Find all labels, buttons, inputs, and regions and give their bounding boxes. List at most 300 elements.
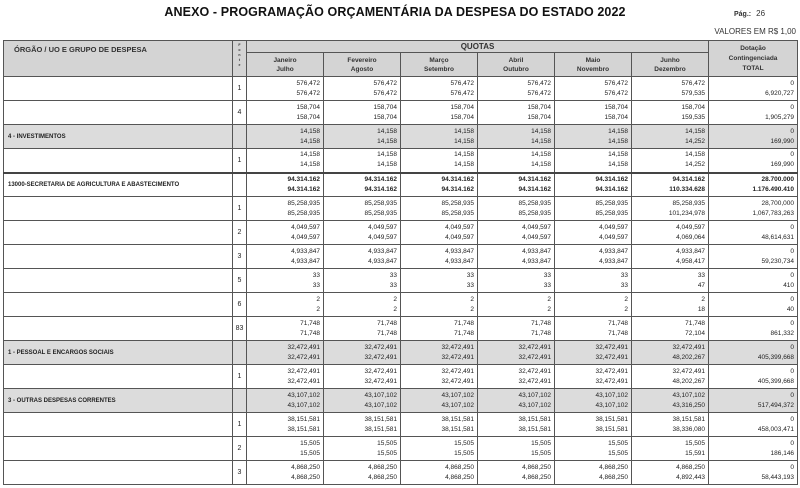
- cell-total: [709, 341, 798, 365]
- value-bottom: 32,472,491: [518, 377, 551, 385]
- cell-total: [709, 437, 798, 461]
- value-bottom: 32,472,491: [595, 353, 628, 361]
- value-top: 38,151,581: [518, 415, 551, 423]
- total-header-line3: TOTAL: [742, 64, 764, 72]
- value-bottom: 14,158: [300, 161, 320, 169]
- value-top: 158,704: [604, 103, 628, 111]
- value-bottom: 4,049,597: [445, 233, 474, 241]
- cell-quota: [247, 197, 324, 221]
- cell-quota: [555, 437, 632, 461]
- cell-quota: [478, 77, 555, 101]
- value-bottom: 14,158: [454, 161, 474, 169]
- cell-total: [709, 317, 798, 341]
- cell-quota: [632, 125, 709, 149]
- value-bottom: 110.334.628: [669, 185, 706, 193]
- value-top: 32,472,491: [595, 343, 628, 351]
- value-bottom: 2: [547, 305, 551, 313]
- cell-quota: [632, 173, 709, 197]
- value-top: 2: [470, 295, 474, 303]
- value-top: 576,472: [450, 79, 474, 87]
- value-top: 4,868,250: [676, 463, 706, 471]
- value-bottom: 14,158: [531, 161, 551, 169]
- cell-quota: [401, 437, 478, 461]
- value-top: 2: [701, 295, 706, 303]
- cell-quota: [401, 245, 478, 269]
- cell-quota: [324, 221, 401, 245]
- value-top: 0: [790, 295, 795, 303]
- value-top: 32,472,491: [518, 367, 551, 375]
- month-top: Janeiro: [273, 56, 297, 64]
- row-label: [4, 293, 233, 317]
- value-top: 2: [547, 295, 551, 303]
- value-top: 32,472,491: [672, 343, 706, 351]
- cell-quota: [401, 317, 478, 341]
- cell-total: [709, 173, 798, 197]
- value-bottom: 169,990: [770, 137, 795, 145]
- value-bottom: 32,472,491: [287, 353, 320, 361]
- value-top: 576,472: [373, 79, 397, 87]
- value-bottom: 43,316,250: [672, 401, 706, 409]
- table-row-fonte: [4, 461, 798, 485]
- cell-quota: [324, 269, 401, 293]
- value-top: 0: [790, 415, 795, 423]
- cell-quota: [401, 149, 478, 173]
- value-top: 71,748: [531, 319, 551, 327]
- month-top: Fevereiro: [347, 56, 377, 64]
- cell-quota: [478, 437, 555, 461]
- cell-quota: [401, 413, 478, 437]
- value-bottom: 32,472,491: [364, 353, 397, 361]
- month-bottom: Novembro: [576, 65, 610, 73]
- cell-quota: [401, 389, 478, 413]
- value-top: 576,472: [296, 79, 320, 87]
- value-top: 4,868,250: [522, 463, 551, 471]
- value-top: 0: [790, 391, 795, 399]
- cell-quota: [478, 197, 555, 221]
- value-bottom: 158,704: [296, 113, 320, 121]
- cell-quota: [247, 221, 324, 245]
- value-bottom: 32,472,491: [595, 377, 628, 385]
- value-bottom: 4,868,250: [522, 473, 551, 481]
- value-bottom: 576,472: [527, 89, 551, 97]
- value-bottom: 458,003,471: [757, 425, 795, 433]
- cell-quota: [247, 389, 324, 413]
- value-top: 158,704: [373, 103, 397, 111]
- value-bottom: 32,472,491: [441, 377, 474, 385]
- value-bottom: 1,067,783,263: [752, 209, 795, 217]
- cell-quota: [555, 293, 632, 317]
- table-row-group: [4, 341, 798, 365]
- cell-total: [709, 461, 798, 485]
- column-header-total: [709, 41, 798, 77]
- value-bottom: 85,258,935: [287, 209, 320, 217]
- cell-quota: [478, 221, 555, 245]
- value-bottom: 4,958,417: [676, 257, 706, 265]
- value-bottom: 158,704: [450, 113, 474, 121]
- value-top: 0: [790, 247, 795, 255]
- cell-quota: [632, 317, 709, 341]
- value-bottom: 1.176.490.410: [752, 185, 795, 193]
- month-top: Abril: [508, 56, 524, 64]
- cell-quota: [401, 365, 478, 389]
- row-fonte: [233, 341, 247, 365]
- cell-quota: [555, 77, 632, 101]
- cell-quota: [632, 413, 709, 437]
- page-indicator: [734, 9, 765, 18]
- row-label: [4, 269, 233, 293]
- cell-quota: [478, 149, 555, 173]
- value-bottom: 15,505: [531, 449, 551, 457]
- row-fonte: 83: [233, 317, 247, 341]
- month-top: Maio: [585, 56, 601, 64]
- cell-quota: [478, 413, 555, 437]
- value-top: 0: [790, 439, 795, 447]
- table-row-fonte: [4, 365, 798, 389]
- page-number: 26: [756, 9, 766, 18]
- value-top: 15,505: [531, 439, 551, 447]
- cell-quota: [632, 221, 709, 245]
- value-bottom: 4,069,064: [676, 233, 706, 241]
- cell-total: [709, 389, 798, 413]
- value-top: 32,472,491: [441, 367, 474, 375]
- cell-quota: [247, 149, 324, 173]
- row-label: [4, 221, 233, 245]
- value-bottom: 410: [783, 281, 795, 289]
- cell-total: [709, 77, 798, 101]
- value-bottom: 15,505: [608, 449, 628, 457]
- row-fonte: [233, 389, 247, 413]
- value-top: 43,107,102: [364, 391, 397, 399]
- value-bottom: 40: [786, 305, 795, 313]
- value-top: 28.700.000: [761, 175, 795, 183]
- value-top: 2: [624, 295, 628, 303]
- value-top: 85,258,935: [518, 199, 551, 207]
- row-fonte: [233, 173, 247, 197]
- cell-quota: [247, 77, 324, 101]
- value-bottom: 579,535: [681, 89, 706, 97]
- row-fonte: 1: [233, 365, 247, 389]
- value-bottom: 43,107,102: [364, 401, 397, 409]
- value-bottom: 1,905,279: [765, 113, 795, 121]
- value-top: 14,158: [454, 127, 474, 135]
- value-bottom: 158,704: [527, 113, 551, 121]
- value-bottom: 72,104: [685, 329, 706, 337]
- table-row-fonte: [4, 293, 798, 317]
- value-bottom: 4,049,597: [522, 233, 551, 241]
- value-bottom: 32,472,491: [441, 353, 474, 361]
- value-top: 71,748: [377, 319, 397, 327]
- column-header-month-5: [555, 53, 632, 77]
- table-row-fonte: [4, 197, 798, 221]
- value-top: 15,505: [377, 439, 397, 447]
- value-bottom: 14,158: [377, 137, 397, 145]
- value-top: 43,107,102: [595, 391, 628, 399]
- value-top: 4,049,597: [599, 223, 628, 231]
- column-header-month-3: [401, 53, 478, 77]
- value-bottom: 576,472: [296, 89, 320, 97]
- row-fonte: 4: [233, 101, 247, 125]
- value-top: 14,158: [531, 127, 551, 135]
- table-row-fonte: [4, 101, 798, 125]
- value-top: 158,704: [296, 103, 320, 111]
- row-label: [4, 197, 233, 221]
- value-top: 32,472,491: [672, 367, 706, 375]
- cell-quota: [632, 461, 709, 485]
- value-top: 85,258,935: [364, 199, 397, 207]
- value-top: 158,704: [450, 103, 474, 111]
- cell-quota: [632, 245, 709, 269]
- cell-quota: [324, 125, 401, 149]
- value-bottom: 576,472: [373, 89, 397, 97]
- value-top: 14,158: [377, 151, 397, 159]
- value-bottom: 85,258,935: [441, 209, 474, 217]
- column-header-fonte: [233, 41, 247, 77]
- value-bottom: 15,591: [685, 449, 706, 457]
- cell-total: [709, 221, 798, 245]
- value-top: 38,151,581: [364, 415, 397, 423]
- cell-quota: [247, 365, 324, 389]
- value-top: 71,748: [300, 319, 320, 327]
- value-bottom: 38,151,581: [364, 425, 397, 433]
- cell-quota: [324, 173, 401, 197]
- value-top: 33: [543, 271, 551, 279]
- cell-quota: [401, 269, 478, 293]
- cell-total: [709, 269, 798, 293]
- value-top: 2: [393, 295, 397, 303]
- value-top: 158,704: [527, 103, 551, 111]
- column-header-month-6: [632, 53, 709, 77]
- column-header-month-1: [247, 53, 324, 77]
- column-header-orgao: ÓRGÃO / UO E GRUPO DE DESPESA: [4, 41, 233, 77]
- value-bottom: 186,146: [770, 449, 795, 457]
- table-row-fonte: [4, 269, 798, 293]
- row-label: [4, 413, 233, 437]
- cell-quota: [324, 101, 401, 125]
- cell-quota: [632, 149, 709, 173]
- value-top: 4,049,597: [368, 223, 397, 231]
- cell-quota: [247, 461, 324, 485]
- value-top: 94.314.162: [595, 175, 628, 183]
- value-top: 33: [312, 271, 320, 279]
- value-top: 85,258,935: [441, 199, 474, 207]
- value-bottom: 2: [624, 305, 628, 313]
- month-bottom: Julho: [276, 65, 294, 73]
- row-fonte: 2: [233, 221, 247, 245]
- value-bottom: 14,252: [685, 161, 706, 169]
- value-bottom: 405,399,668: [757, 377, 795, 385]
- table-row-fonte: [4, 221, 798, 245]
- value-bottom: 2: [316, 305, 320, 313]
- value-bottom: 517,494,372: [757, 401, 795, 409]
- row-fonte: 3: [233, 461, 247, 485]
- total-header-line2: Contingenciada: [728, 54, 778, 62]
- cell-quota: [555, 341, 632, 365]
- cell-quota: [324, 341, 401, 365]
- row-fonte: 5: [233, 269, 247, 293]
- value-top: 4,933,847: [676, 247, 706, 255]
- value-bottom: 33: [312, 281, 320, 289]
- value-bottom: 94.314.162: [518, 185, 551, 193]
- value-bottom: 71,748: [300, 329, 320, 337]
- value-bottom: 4,933,847: [368, 257, 397, 265]
- cell-total: [709, 365, 798, 389]
- value-bottom: 48,202,267: [672, 377, 706, 385]
- cell-quota: [247, 125, 324, 149]
- cell-quota: [401, 341, 478, 365]
- cell-quota: [555, 461, 632, 485]
- value-top: 14,158: [685, 127, 706, 135]
- value-top: 0: [790, 463, 795, 471]
- value-bottom: 576,472: [450, 89, 474, 97]
- value-bottom: 4,868,250: [368, 473, 397, 481]
- month-bottom: Dezembro: [654, 65, 686, 73]
- budget-table: [3, 40, 798, 485]
- month-top: Março: [429, 56, 449, 64]
- value-bottom: 43,107,102: [287, 401, 320, 409]
- value-top: 32,472,491: [287, 343, 320, 351]
- value-top: 33: [466, 271, 474, 279]
- value-top: 4,049,597: [291, 223, 320, 231]
- value-bottom: 18: [697, 305, 706, 313]
- value-bottom: 4,868,250: [291, 473, 320, 481]
- row-label: [4, 461, 233, 485]
- month-bottom: Setembro: [424, 65, 454, 73]
- cell-quota: [324, 197, 401, 221]
- cell-quota: [247, 437, 324, 461]
- cell-quota: [247, 269, 324, 293]
- cell-quota: [401, 197, 478, 221]
- value-bottom: 14,158: [300, 137, 320, 145]
- value-top: 32,472,491: [364, 343, 397, 351]
- value-top: 32,472,491: [441, 343, 474, 351]
- value-top: 4,933,847: [368, 247, 397, 255]
- value-top: 0: [790, 319, 795, 327]
- value-top: 4,933,847: [291, 247, 320, 255]
- fonte-header-text: F o n t e: [238, 43, 241, 67]
- cell-quota: [324, 77, 401, 101]
- value-bottom: 14,158: [377, 161, 397, 169]
- value-bottom: 6,920,727: [765, 89, 795, 97]
- value-bottom: 14,252: [685, 137, 706, 145]
- cell-quota: [401, 125, 478, 149]
- value-bottom: 43,107,102: [441, 401, 474, 409]
- value-top: 0: [790, 367, 795, 375]
- row-label: 4 - INVESTIMENTOS: [4, 125, 233, 149]
- table-row-group: [4, 389, 798, 413]
- value-bottom: 71,748: [608, 329, 628, 337]
- value-bottom: 576,472: [604, 89, 628, 97]
- value-bottom: 33: [466, 281, 474, 289]
- value-top: 0: [790, 103, 795, 111]
- cell-quota: [632, 77, 709, 101]
- value-top: 14,158: [454, 151, 474, 159]
- value-bottom: 85,258,935: [518, 209, 551, 217]
- value-bottom: 4,049,597: [291, 233, 320, 241]
- cell-quota: [555, 413, 632, 437]
- row-label: 3 - OUTRAS DESPESAS CORRENTES: [4, 389, 233, 413]
- value-top: 71,748: [454, 319, 474, 327]
- cell-quota: [324, 413, 401, 437]
- value-bottom: 4,933,847: [522, 257, 551, 265]
- value-bottom: 71,748: [531, 329, 551, 337]
- value-bottom: 43,107,102: [518, 401, 551, 409]
- value-top: 576,472: [681, 79, 706, 87]
- month-bottom: Outubro: [503, 65, 529, 73]
- value-top: 38,151,581: [287, 415, 320, 423]
- row-label: [4, 101, 233, 125]
- cell-quota: [478, 389, 555, 413]
- value-top: 43,107,102: [518, 391, 551, 399]
- table-row-fonte: [4, 245, 798, 269]
- value-bottom: 4,049,597: [368, 233, 397, 241]
- value-top: 0: [790, 223, 795, 231]
- cell-quota: [247, 173, 324, 197]
- value-top: 0: [790, 343, 795, 351]
- cell-quota: [555, 197, 632, 221]
- cell-quota: [555, 389, 632, 413]
- value-bottom: 48,614,631: [761, 233, 795, 241]
- value-bottom: 71,748: [454, 329, 474, 337]
- cell-quota: [324, 293, 401, 317]
- cell-quota: [478, 173, 555, 197]
- table-row-fonte: [4, 149, 798, 173]
- value-top: 32,472,491: [518, 343, 551, 351]
- value-top: 4,933,847: [522, 247, 551, 255]
- row-fonte: 3: [233, 245, 247, 269]
- cell-quota: [401, 173, 478, 197]
- cell-quota: [401, 77, 478, 101]
- column-header-month-4: [478, 53, 555, 77]
- row-label: [4, 149, 233, 173]
- value-top: 33: [697, 271, 706, 279]
- cell-quota: [247, 101, 324, 125]
- value-top: 94.314.162: [441, 175, 474, 183]
- value-bottom: 2: [393, 305, 397, 313]
- value-top: 576,472: [604, 79, 628, 87]
- value-top: 94.314.162: [364, 175, 397, 183]
- value-bottom: 405,399,668: [757, 353, 795, 361]
- value-bottom: 159,535: [681, 113, 706, 121]
- value-top: 38,151,581: [595, 415, 628, 423]
- value-bottom: 94.314.162: [364, 185, 397, 193]
- value-bottom: 47: [697, 281, 706, 289]
- value-top: 0: [790, 271, 795, 279]
- value-top: 4,933,847: [599, 247, 628, 255]
- cell-quota: [478, 269, 555, 293]
- cell-quota: [478, 461, 555, 485]
- value-top: 15,505: [685, 439, 706, 447]
- table-row-fonte: [4, 317, 798, 341]
- cell-quota: [478, 317, 555, 341]
- row-label: 1 - PESSOAL E ENCARGOS SOCIAIS: [4, 341, 233, 365]
- value-top: 15,505: [608, 439, 628, 447]
- value-bottom: 861,332: [770, 329, 795, 337]
- row-label: 13000-SECRETARIA DE AGRICULTURA E ABASTECIMENTO: [4, 173, 233, 197]
- value-top: 0: [790, 127, 795, 135]
- value-top: 4,049,597: [445, 223, 474, 231]
- row-label: [4, 317, 233, 341]
- cell-quota: [478, 365, 555, 389]
- value-top: 33: [620, 271, 628, 279]
- row-label: [4, 77, 233, 101]
- value-top: 38,151,581: [672, 415, 706, 423]
- cell-quota: [324, 149, 401, 173]
- cell-quota: [555, 149, 632, 173]
- cell-quota: [632, 101, 709, 125]
- row-fonte: 1: [233, 197, 247, 221]
- value-top: 15,505: [300, 439, 320, 447]
- value-bottom: 4,933,847: [291, 257, 320, 265]
